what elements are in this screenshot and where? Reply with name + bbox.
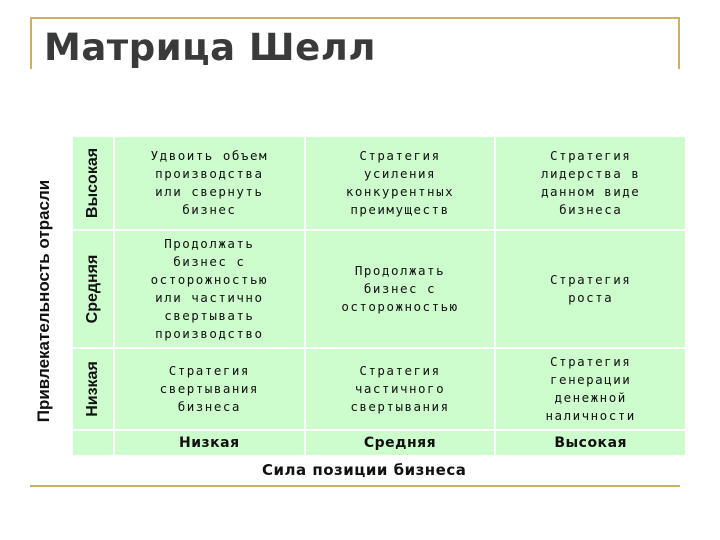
corner-cell <box>72 430 114 456</box>
matrix-row-high <box>72 136 686 230</box>
frame-top-line <box>30 17 680 19</box>
matrix-cell: Стратегия лидерства в данном виде бизнеса <box>495 136 686 230</box>
y-axis-label: Привлекательность отрасли <box>34 179 53 423</box>
matrix-cell: Продолжать бизнес с осторожностью <box>305 230 496 348</box>
matrix-cell: Удвоить объем производства или свернуть бизнес <box>114 136 305 230</box>
matrix-cell: Стратегия частичного свертывания <box>305 348 496 430</box>
column-label-high: Высокая <box>495 430 686 456</box>
frame-bottom-line <box>30 485 680 487</box>
matrix-cell: Стратегия генерации денежной наличности <box>495 348 686 430</box>
column-label-low: Низкая <box>114 430 305 456</box>
matrix-cell: Стратегия роста <box>495 230 686 348</box>
column-label-row <box>72 430 686 456</box>
row-label-medium: Средняя <box>72 230 114 348</box>
row-label-high: Высокая <box>72 136 114 230</box>
slide-title: Матрица Шелл <box>44 26 376 69</box>
matrix-cell: Стратегия усиления конкурентных преимуществ <box>305 136 496 230</box>
frame-right-line <box>678 17 680 69</box>
matrix-row-medium <box>72 230 686 348</box>
row-label-low: Низкая <box>72 348 114 430</box>
y-axis-label-container <box>34 179 53 423</box>
matrix-cell: Продолжать бизнес с осторожностью или частично свертывать производство <box>114 230 305 348</box>
x-axis-label: Сила позиции бизнеса <box>262 461 467 479</box>
column-label-medium: Средняя <box>305 430 496 456</box>
matrix-cell: Стратегия свертывания бизнеса <box>114 348 305 430</box>
matrix-row-low <box>72 348 686 430</box>
frame-left-line <box>30 17 32 69</box>
shell-matrix-table <box>71 135 687 457</box>
